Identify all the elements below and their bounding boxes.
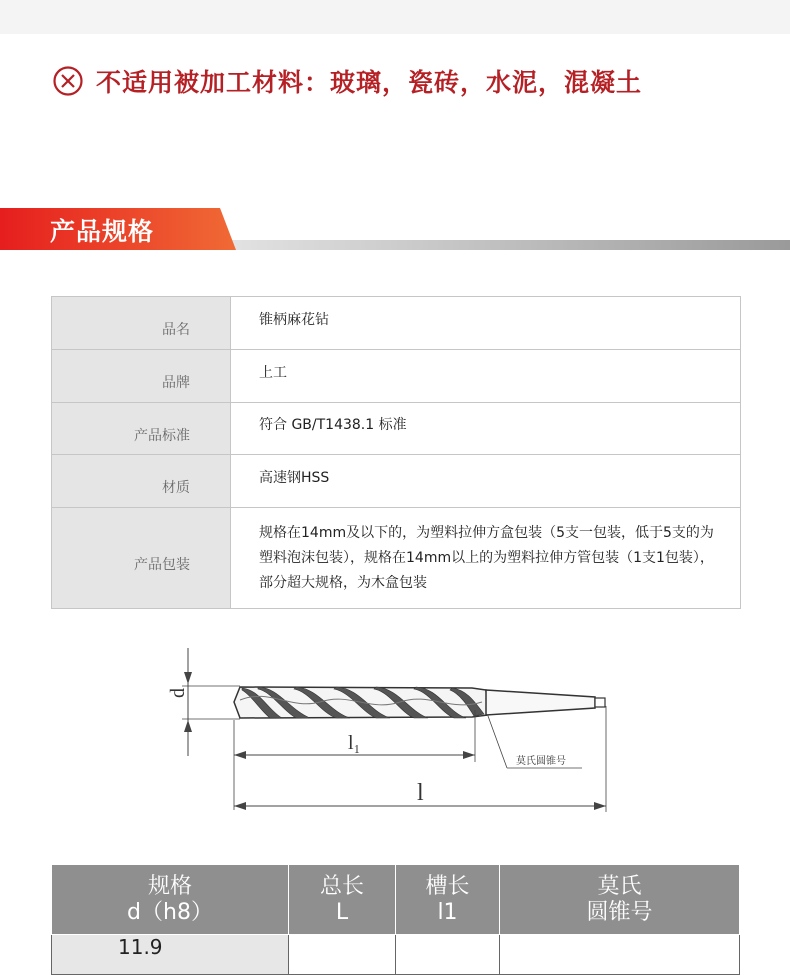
table-row: [52, 350, 741, 403]
size-table: [51, 864, 740, 975]
spec-value: 高速钢HSS: [231, 455, 741, 508]
table-row: [52, 935, 740, 975]
section-header: [0, 208, 790, 252]
column-header: 槽长 l1: [396, 865, 500, 935]
label-l1: l₁: [348, 732, 361, 754]
column-header: 规格 d（h8）: [52, 865, 289, 935]
spec-value: 锥柄麻花钻: [231, 297, 741, 350]
section-title: 产品规格: [50, 217, 155, 246]
table-cell: 11.9: [52, 935, 289, 975]
table-row: [52, 403, 741, 455]
spec-table: [51, 296, 741, 609]
label-d: d: [167, 688, 189, 698]
table-row: [52, 455, 741, 508]
spec-label: 产品包装: [52, 508, 231, 609]
warning-banner: [52, 62, 642, 100]
top-strip: [0, 0, 790, 34]
label-l: l: [417, 780, 424, 806]
table-row: [52, 508, 741, 609]
warning-text: 不适用被加工材料：玻璃，瓷砖，水泥，混凝土: [96, 68, 643, 97]
spec-label: 品名: [52, 297, 231, 350]
table-header-row: [52, 865, 740, 935]
drill-drawing: [167, 640, 620, 820]
spec-value: 上工: [231, 350, 741, 403]
column-header: 莫氏 圆锥号: [500, 865, 740, 935]
spec-value: 符合 GB/T1438.1 标准: [231, 403, 741, 455]
spec-label: 品牌: [52, 350, 231, 403]
column-header: 总长 L: [289, 865, 396, 935]
spec-label: 材质: [52, 455, 231, 508]
spec-label: 产品标准: [52, 403, 231, 455]
table-cell: [289, 935, 396, 975]
table-row: [52, 297, 741, 350]
table-cell: [396, 935, 500, 975]
table-cell: [500, 935, 740, 975]
label-morse-taper: 莫氏圆锥号: [516, 756, 566, 767]
x-circle-icon: [52, 65, 84, 97]
spec-value: 规格在14mm及以下的，为塑料拉伸方盒包装（5支一包装，低于5支的为塑料泡沫包装），规格在14mm以上的为塑料拉伸方管包装（1支1包装），部分超大规格，为木盒包装: [231, 508, 741, 609]
